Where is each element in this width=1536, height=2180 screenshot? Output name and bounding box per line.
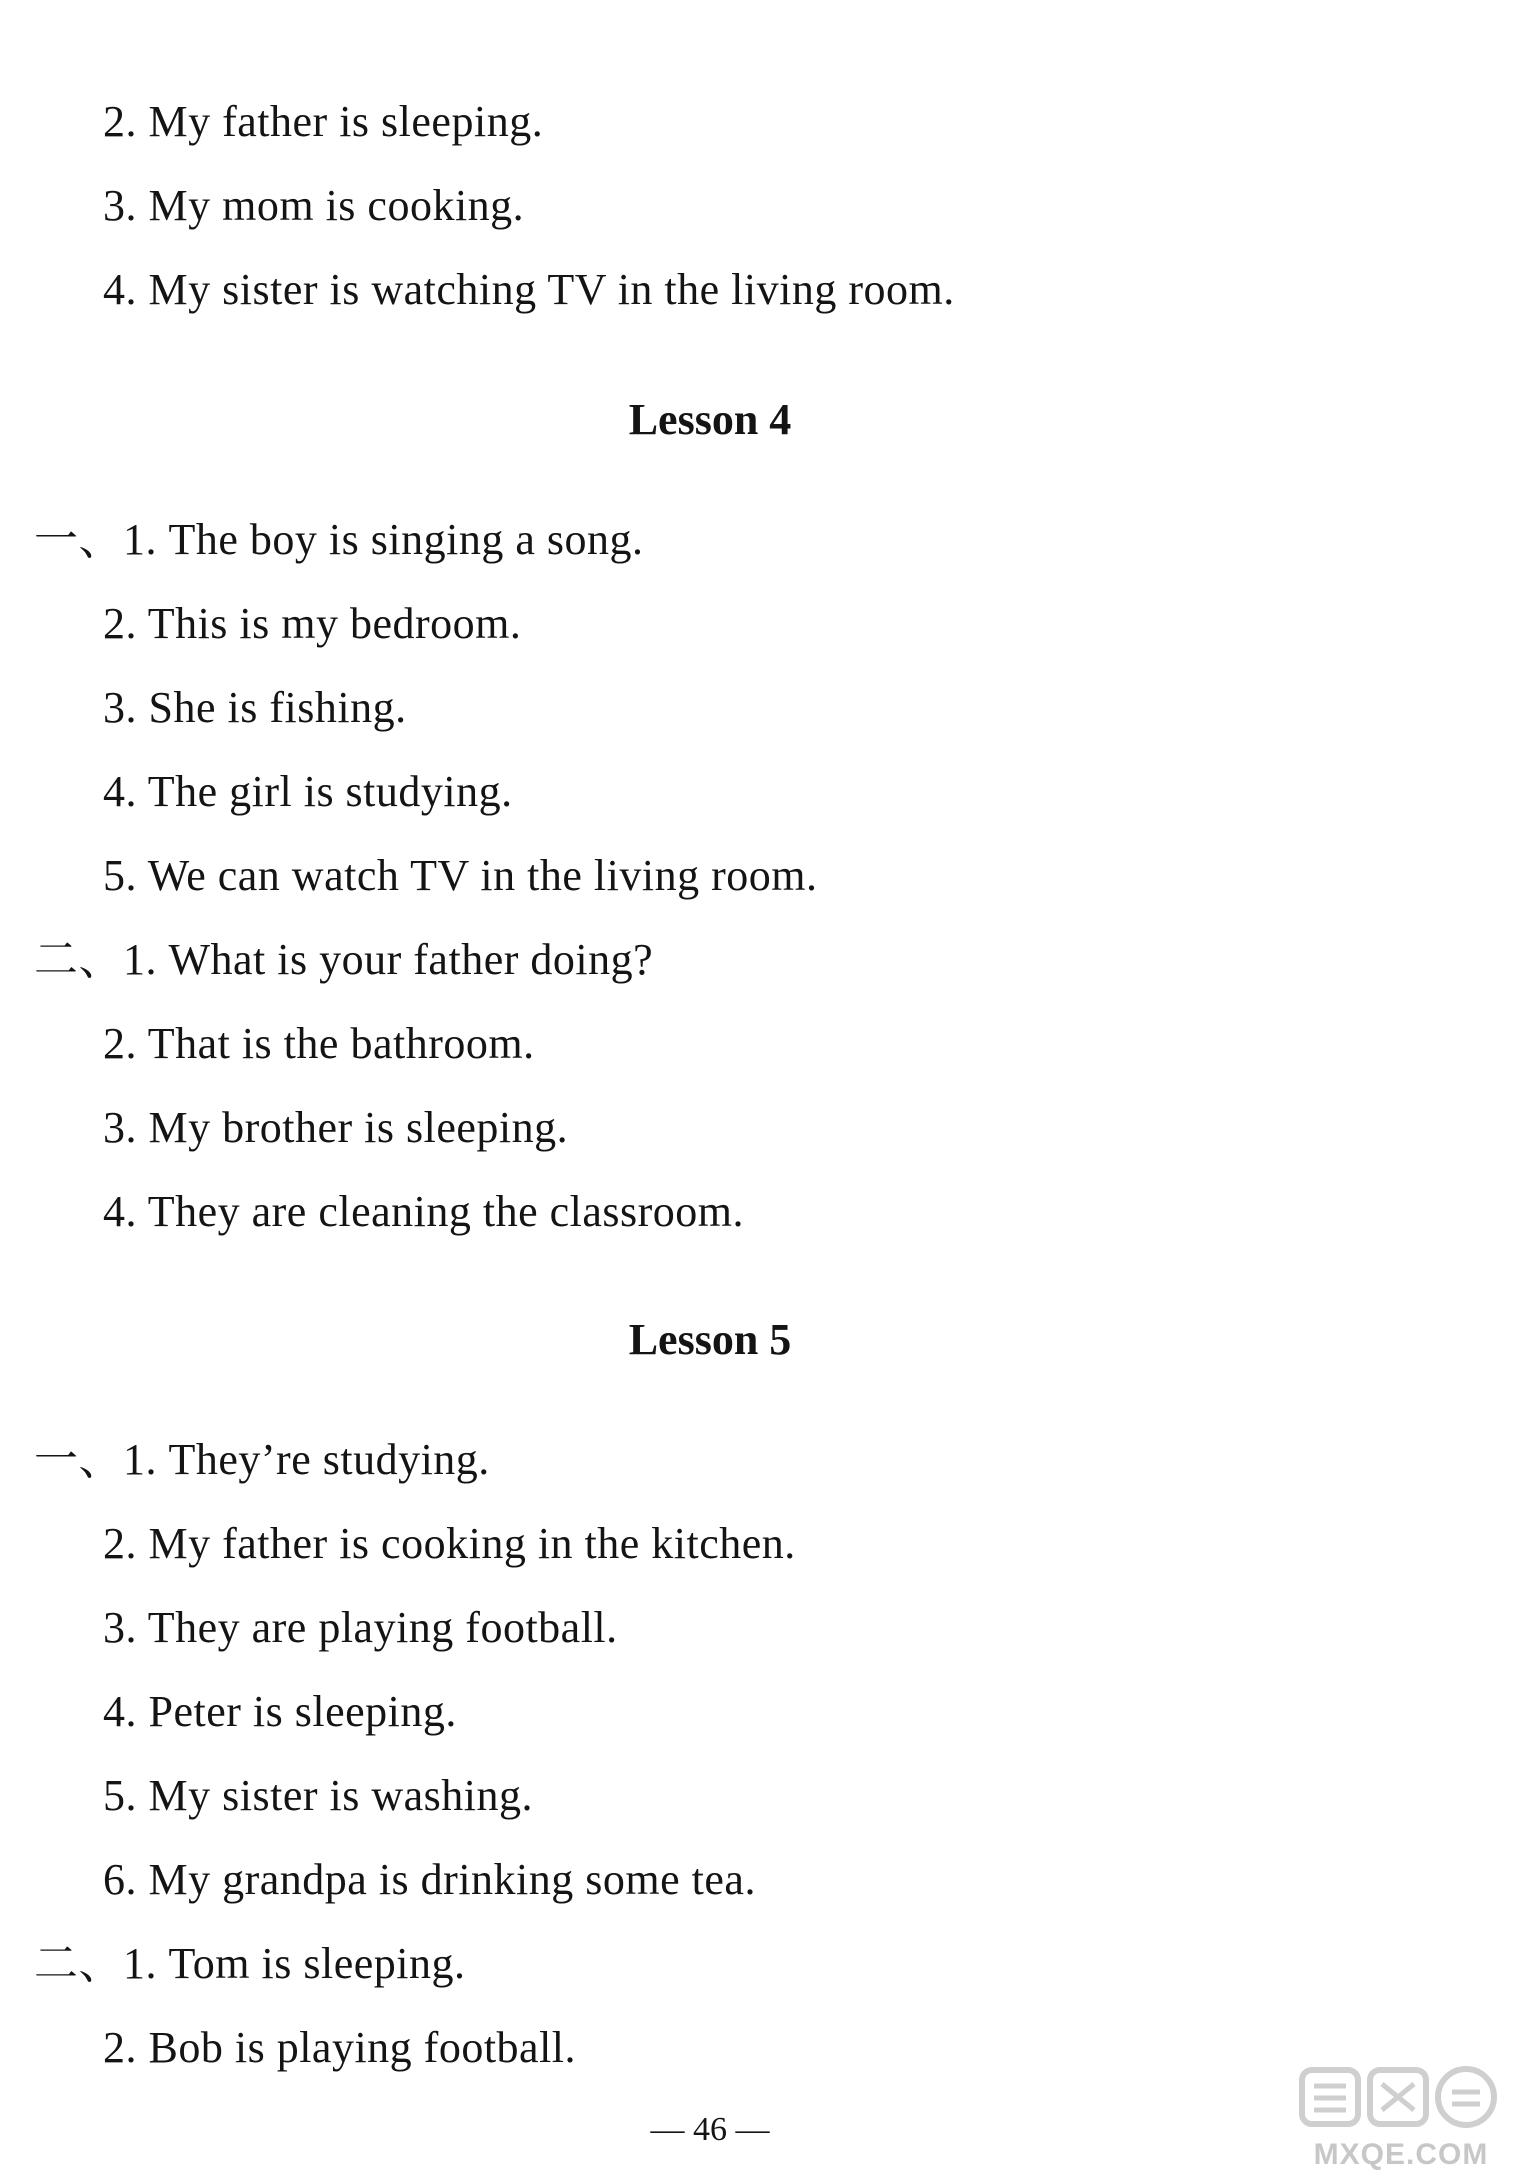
answer-line: 4. The girl is studying. xyxy=(103,767,513,816)
answer-line: 5. My sister is washing. xyxy=(103,1771,533,1820)
answer-line: 3. My brother is sleeping. xyxy=(103,1103,569,1152)
watermark-text: MXQE.COM xyxy=(1313,2138,1489,2171)
answer-line: 3. They are playing football. xyxy=(103,1603,618,1652)
answer-line: 4. My sister is watching TV in the living room. xyxy=(103,265,955,314)
lesson-heading: Lesson 5 xyxy=(628,1315,792,1364)
answer-line: 2. Bob is playing football. xyxy=(103,2023,577,2072)
page-number: — 46 — xyxy=(650,2111,770,2148)
answer-line: 2. This is my bedroom. xyxy=(103,599,522,648)
answer-line: 4. They are cleaning the classroom. xyxy=(103,1187,745,1236)
answer-line: 3. My mom is cooking. xyxy=(103,181,525,230)
lesson-heading: Lesson 4 xyxy=(628,395,792,444)
answer-line: 一、1. They’re studying. xyxy=(34,1435,490,1484)
answer-line: 一、1. The boy is singing a song. xyxy=(34,515,644,564)
answer-line: 二、1. Tom is sleeping. xyxy=(34,1939,466,1988)
watermark xyxy=(1286,2062,1516,2172)
answer-line: 4. Peter is sleeping. xyxy=(103,1687,457,1736)
answer-line: 5. We can watch TV in the living room. xyxy=(103,851,818,900)
answer-line: 2. That is the bathroom. xyxy=(103,1019,535,1068)
answer-line: 2. My father is cooking in the kitchen. xyxy=(103,1519,796,1568)
answer-line: 3. She is fishing. xyxy=(103,683,407,732)
watermark-logo-icon xyxy=(1296,2062,1506,2132)
answer-line: 二、1. What is your father doing? xyxy=(34,935,654,984)
answer-line: 6. My grandpa is drinking some tea. xyxy=(103,1855,756,1904)
answer-line: 2. My father is sleeping. xyxy=(103,97,544,146)
